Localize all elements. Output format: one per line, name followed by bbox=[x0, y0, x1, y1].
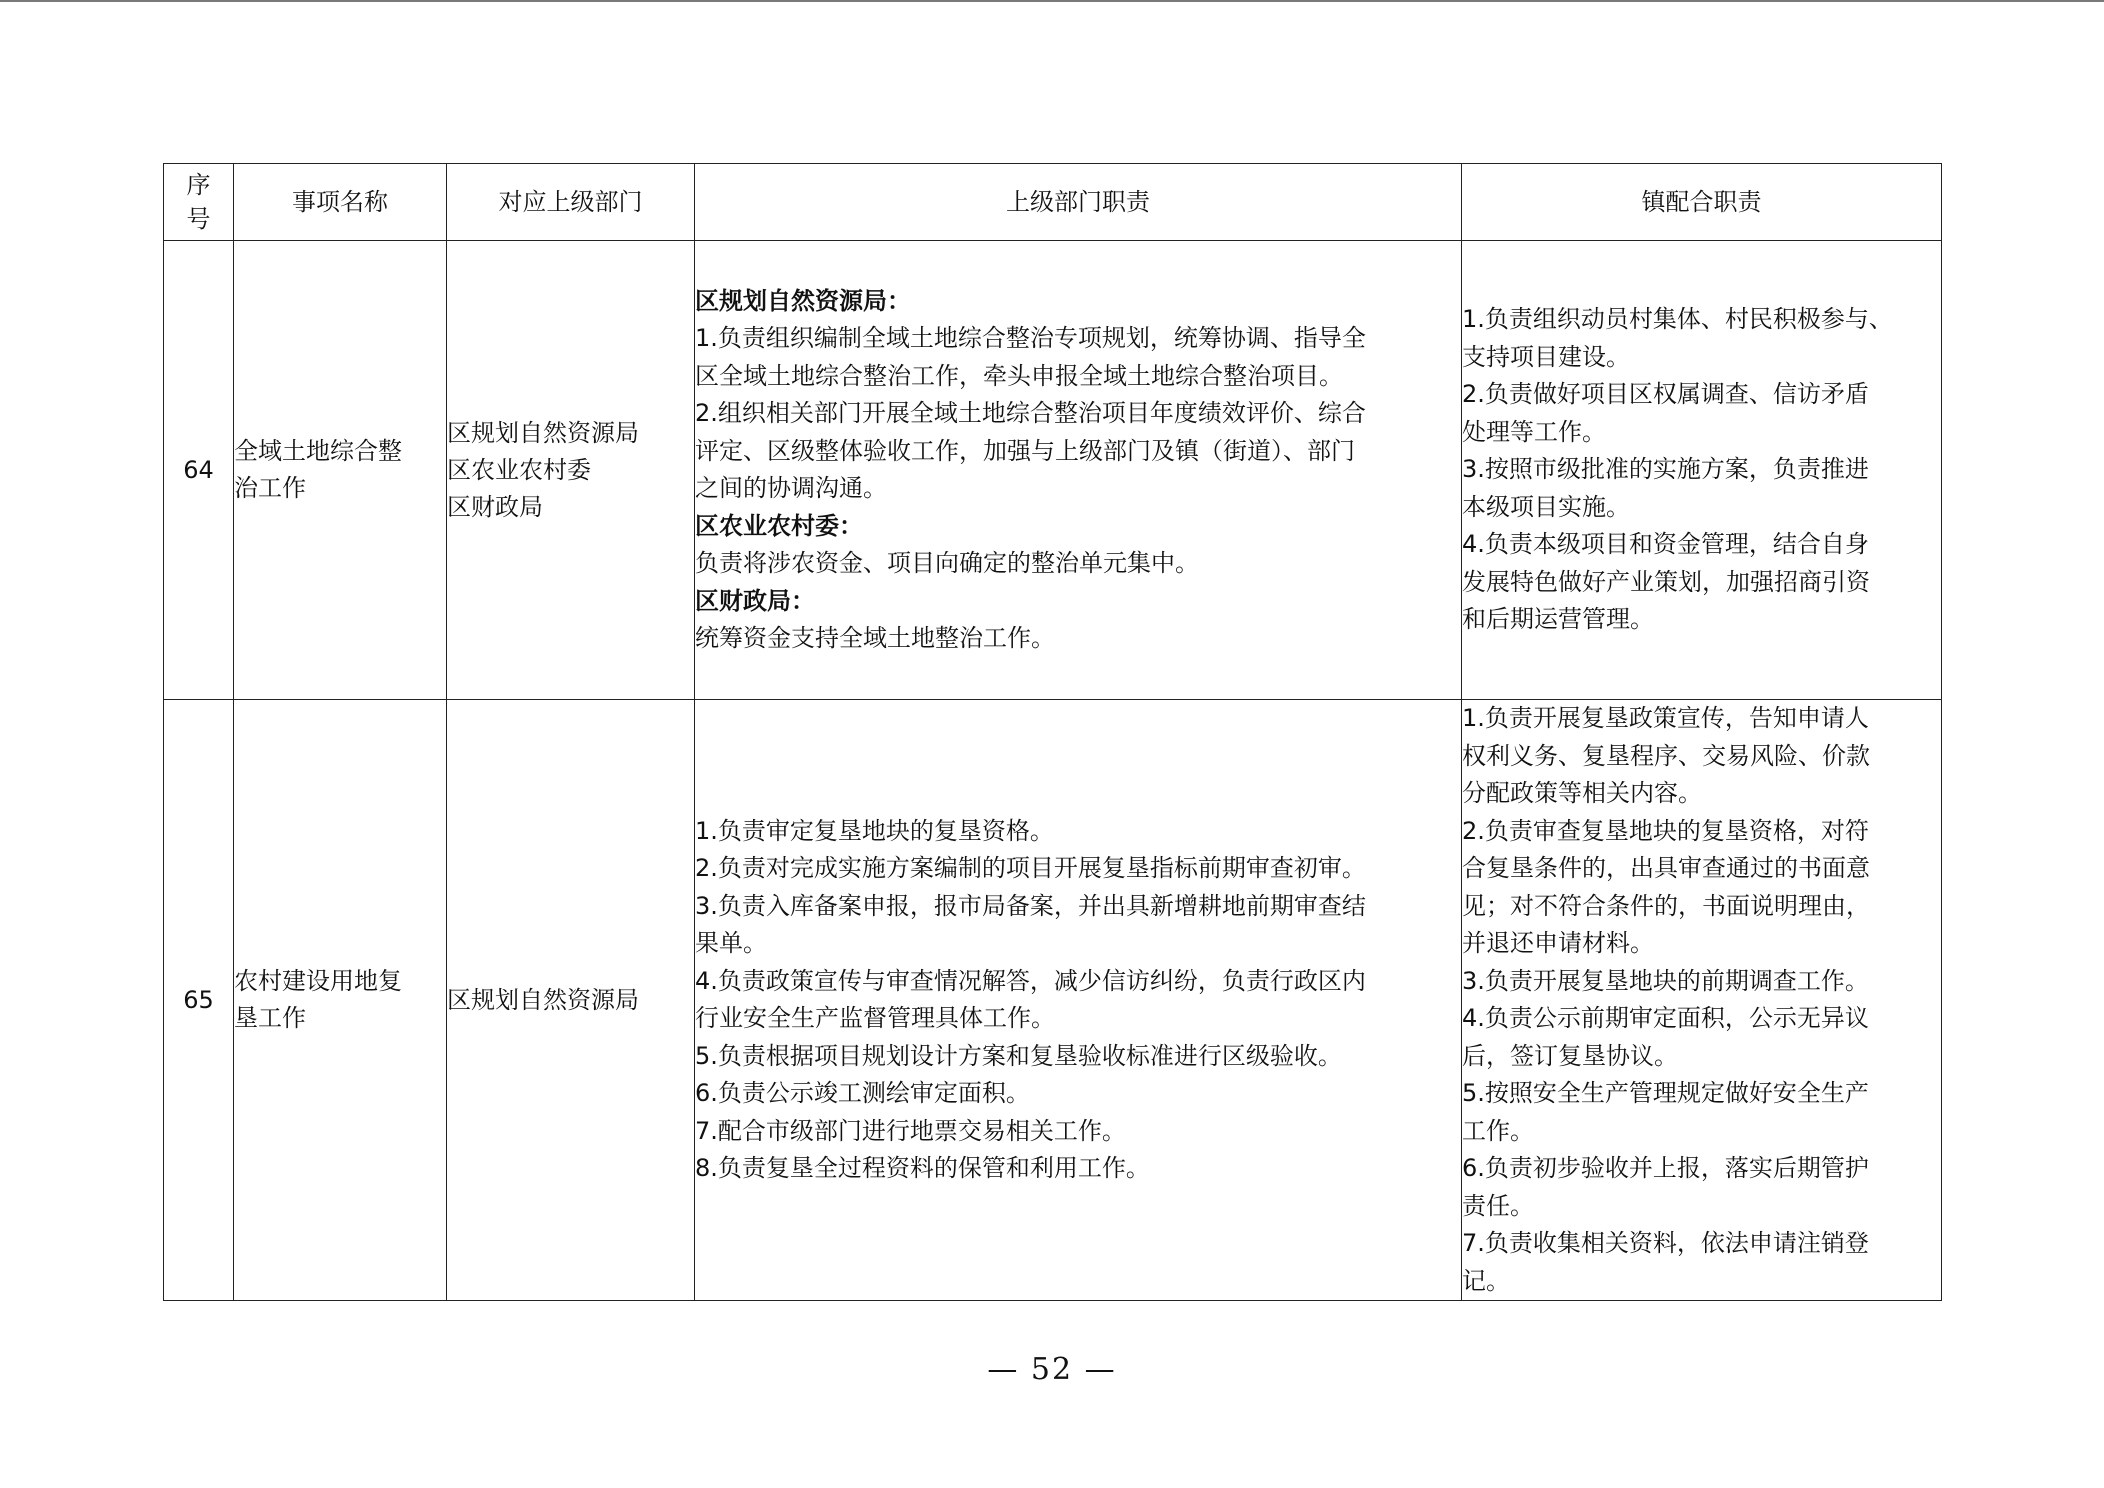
duty-line: 3.负责入库备案申报，报市局备案，并出具新增耕地前期审查结 bbox=[695, 891, 1366, 920]
header-seq bbox=[164, 164, 234, 241]
duty-line: 果单。 bbox=[695, 929, 767, 957]
duty-line: 行业安全生产监督管理具体工作。 bbox=[695, 1004, 1055, 1032]
town-duties bbox=[1462, 241, 1942, 700]
town-line: 发展特色做好产业策划，加强招商引资 bbox=[1462, 567, 1870, 596]
town-line: 分配政策等相关内容。 bbox=[1462, 779, 1702, 807]
town-line: 权利义务、复垦程序、交易风险、价款 bbox=[1462, 741, 1870, 770]
town-line: 4.负责公示前期审定面积，公示无异议 bbox=[1462, 1004, 1869, 1032]
town-line: 3.按照市级批准的实施方案，负责推进 bbox=[1462, 455, 1869, 484]
town-line: 本级项目实施。 bbox=[1462, 492, 1630, 521]
dept-line: 区农业农村委 bbox=[447, 455, 591, 484]
town-line: 后，签订复垦协议。 bbox=[1462, 1041, 1678, 1070]
duty-line: 统筹资金支持全域土地整治工作。 bbox=[695, 624, 1055, 652]
town-line: 3.负责开展复垦地块的前期调查工作。 bbox=[1462, 966, 1869, 995]
town-line: 工作。 bbox=[1462, 1116, 1534, 1145]
table-row bbox=[164, 241, 1942, 700]
dept-line: 区规划自然资源局 bbox=[447, 985, 639, 1014]
duty-line: 2.组织相关部门开展全域土地综合整治项目年度绩效评价、综合 bbox=[695, 399, 1366, 427]
item-name-line: 治工作 bbox=[234, 474, 306, 502]
dept-line: 区财政局 bbox=[447, 492, 543, 521]
item-name bbox=[234, 241, 447, 700]
dept-list bbox=[447, 700, 695, 1301]
duty-line: 区全域土地综合整治工作，牵头申报全域土地综合整治项目。 bbox=[695, 361, 1343, 390]
town-line: 7.负责收集相关资料，依法申请注销登 bbox=[1462, 1229, 1869, 1257]
dept-line: 区规划自然资源局 bbox=[447, 418, 639, 447]
duty-line: 7.配合市级部门进行地票交易相关工作。 bbox=[695, 1116, 1126, 1145]
item-name-line: 农村建设用地复 bbox=[234, 967, 402, 995]
town-line: 4.负责本级项目和资金管理，结合自身 bbox=[1462, 530, 1869, 559]
town-line: 合复垦条件的，出具审查通过的书面意 bbox=[1462, 854, 1870, 882]
item-name-line: 全域土地综合整 bbox=[234, 437, 402, 465]
header-town-duty: 镇配合职责 bbox=[1462, 164, 1942, 241]
duty-line: 评定、区级整体验收工作，加强与上级部门及镇（街道）、部门 bbox=[695, 436, 1355, 465]
town-line: 并退还申请材料。 bbox=[1462, 929, 1654, 957]
row-number: 65 bbox=[164, 700, 234, 1301]
upper-duties bbox=[695, 241, 1462, 700]
town-line: 6.负责初步验收并上报，落实后期管护 bbox=[1462, 1154, 1869, 1182]
town-line: 1.负责组织动员村集体、村民积极参与、 bbox=[1462, 305, 1893, 334]
town-line: 2.负责做好项目区权属调查、信访矛盾 bbox=[1462, 380, 1869, 409]
dept-list bbox=[447, 241, 695, 700]
town-duties bbox=[1462, 700, 1942, 1301]
item-name-line: 垦工作 bbox=[234, 1004, 306, 1032]
duty-line: 5.负责根据项目规划设计方案和复垦验收标准进行区级验收。 bbox=[695, 1041, 1342, 1070]
town-line: 支持项目建设。 bbox=[1462, 342, 1630, 371]
header-item-name: 事项名称 bbox=[234, 164, 447, 241]
town-line: 1.负责开展复垦政策宣传，告知申请人 bbox=[1462, 704, 1869, 732]
duty-line: 区农业农村委： bbox=[695, 511, 863, 540]
table-header-row bbox=[164, 164, 1942, 241]
item-name bbox=[234, 700, 447, 1301]
row-number: 64 bbox=[164, 241, 234, 700]
duty-line: 负责将涉农资金、项目向确定的整治单元集中。 bbox=[695, 549, 1199, 577]
town-line: 处理等工作。 bbox=[1462, 417, 1606, 446]
town-line: 2.负责审查复垦地块的复垦资格，对符 bbox=[1462, 816, 1869, 845]
table-row bbox=[164, 700, 1942, 1301]
upper-duties bbox=[695, 700, 1462, 1301]
header-dept: 对应上级部门 bbox=[447, 164, 695, 241]
duty-line: 8.负责复垦全过程资料的保管和利用工作。 bbox=[695, 1154, 1150, 1182]
header-seq-line: 序 bbox=[186, 171, 211, 199]
duty-line: 2.负责对完成实施方案编制的项目开展复垦指标前期审查初审。 bbox=[695, 854, 1366, 882]
header-seq-line: 号 bbox=[186, 205, 211, 233]
duty-line: 之间的协调沟通。 bbox=[695, 474, 887, 502]
duty-line: 区规划自然资源局： bbox=[695, 286, 911, 315]
town-line: 见；对不符合条件的，书面说明理由， bbox=[1462, 891, 1870, 920]
town-line: 5.按照安全生产管理规定做好安全生产 bbox=[1462, 1079, 1869, 1107]
header-upper-duty: 上级部门职责 bbox=[695, 164, 1462, 241]
town-line: 记。 bbox=[1462, 1266, 1510, 1295]
duty-line: 区财政局： bbox=[695, 586, 815, 615]
page-number: — 52 — bbox=[987, 1352, 1117, 1387]
page-top-border bbox=[0, 0, 2104, 2]
duty-table bbox=[163, 163, 1942, 1301]
town-line: 责任。 bbox=[1462, 1191, 1534, 1220]
duty-line: 4.负责政策宣传与审查情况解答，减少信访纠纷，负责行政区内 bbox=[695, 966, 1366, 995]
duty-line: 1.负责审定复垦地块的复垦资格。 bbox=[695, 816, 1054, 845]
duty-line: 6.负责公示竣工测绘审定面积。 bbox=[695, 1079, 1030, 1107]
town-line: 和后期运营管理。 bbox=[1462, 605, 1654, 634]
duty-line: 1.负责组织编制全域土地综合整治专项规划，统筹协调、指导全 bbox=[695, 324, 1366, 352]
